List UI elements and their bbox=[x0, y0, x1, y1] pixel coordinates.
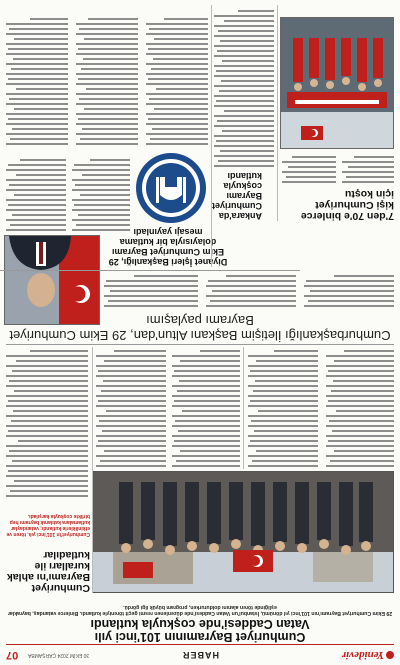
portrait-photo bbox=[4, 235, 100, 325]
yedi-body bbox=[282, 151, 394, 185]
logo-mark-icon bbox=[386, 651, 394, 659]
column-divider bbox=[211, 5, 212, 267]
ankara-body bbox=[214, 5, 274, 169]
lead-headline bbox=[6, 617, 394, 643]
iletisim-body-text bbox=[104, 269, 394, 309]
dateline: 30 EKİM 2024 ÇARŞAMBA bbox=[28, 652, 90, 658]
ceremony-photo-image bbox=[93, 472, 393, 592]
lead-body-left bbox=[248, 347, 394, 469]
lead-body-left-text bbox=[248, 347, 394, 469]
diyanet-headline: Diyanet İşleri Başkanlığı, 29 Ekim Cumhuriyet Bayramı dolayısıyla bir kutlama mesajı yayınladı bbox=[108, 227, 228, 267]
side-story-lede: Cumhuriyet'in 101'inci yılı, tören ve etkinliklerle kutlandı; vatandaşlar kutlamalara katılarak bayramı hep birlikte coşkuyla karşıladı. bbox=[6, 513, 90, 537]
iletisim-body bbox=[104, 269, 394, 309]
diyanet-body-continued-text bbox=[6, 5, 208, 147]
yedi-headline: 7'den 70'e binlerce kişi Cumhuriyet için koştu bbox=[300, 188, 394, 222]
newspaper-logo bbox=[342, 649, 394, 661]
column-divider bbox=[243, 347, 244, 469]
column-divider bbox=[92, 347, 93, 593]
lead-body-right-text bbox=[96, 347, 240, 469]
portrait-photo-image bbox=[5, 236, 99, 324]
lead-subhead: 29 Ekim Cumhuriyet Bayramı'nın 101'inci yıl dönümü, İstanbul'un Vatan Caddesi'nde düzenlenen resmi geçit töreniyle kutlandı. Binlerce vatandaş, bayraklar eşliğinde tören alanını doldururken, program büyük ilgi gördü. bbox=[7, 603, 393, 616]
side-story-body bbox=[6, 347, 88, 499]
ankara-body-text bbox=[214, 5, 274, 169]
run-photo bbox=[280, 17, 394, 149]
masthead bbox=[6, 644, 394, 661]
run-photo-image bbox=[281, 18, 393, 148]
column-divider bbox=[277, 5, 278, 221]
diyanet-body-text bbox=[6, 151, 130, 233]
diyanet-emblem bbox=[134, 151, 208, 225]
diyanet-body bbox=[6, 151, 130, 233]
diyanet-body-continued bbox=[6, 5, 208, 147]
diyanet-emblem-icon bbox=[134, 151, 208, 225]
ankara-headline: Ankara'da Cumhuriyet Bayramı coşkuyla kutlandı bbox=[211, 171, 262, 221]
section-label: HABER bbox=[181, 650, 219, 660]
iletisim-headline: Cumhurbaşkanlığı İletişim Başkanı Altun'dan, 29 Ekim Cumhuriyet Bayramı paylaşımı bbox=[9, 313, 391, 343]
page-number: 07 bbox=[6, 649, 19, 661]
ceremony-photo bbox=[92, 471, 394, 593]
yedi-body-text bbox=[282, 151, 394, 185]
side-story-headline: Cumhuriyet Bayramı'nı ahlak kuralları ile kutladılar bbox=[6, 549, 90, 594]
lead-body-right bbox=[96, 347, 240, 469]
lead-headline-line1: Cumhuriyet Bayramının 101'inci yılı bbox=[94, 630, 306, 644]
side-story-body-text bbox=[6, 347, 88, 499]
section-divider bbox=[0, 270, 300, 271]
lead-headline-line2: Vatan Caddesi'nde coşkuyla kutlandı bbox=[90, 617, 310, 631]
logo-text: Yenidevir bbox=[341, 649, 384, 661]
section-divider bbox=[6, 344, 394, 345]
